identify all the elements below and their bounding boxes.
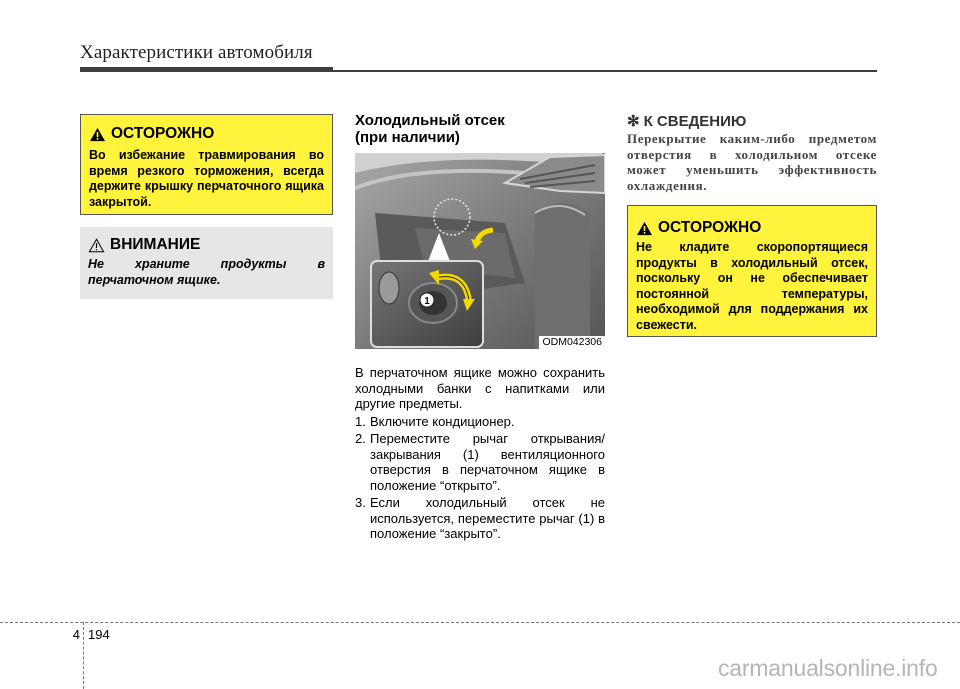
caution-title [89, 125, 324, 143]
warning-triangle-outline-icon [88, 238, 105, 253]
info-title-text: К СВЕДЕНИЮ [643, 112, 747, 130]
caution-box-glovebox [80, 114, 333, 215]
section-title-line2: (при наличии) [355, 129, 460, 146]
step-text: Если холодильный отсек не используется, переместите рычаг (1) в положение “закрыто”. [370, 495, 605, 541]
callout-number-1: 1 [424, 296, 430, 307]
info-text: Перекрытие каким-либо предметом отверстия в холодильном отсеке может уменьшить эффективность охлаждения. [627, 131, 877, 193]
glovebox-cooling-figure [355, 153, 605, 349]
page-header-title: Характеристики автомобиля [80, 42, 313, 63]
caution-box-cooling [627, 205, 877, 337]
header-rule-thin [333, 70, 877, 72]
info-title [627, 112, 746, 130]
warning-triangle-filled-icon [89, 127, 106, 142]
warning-triangle-filled-icon [636, 221, 653, 236]
caution-text: Во избежание травмирования во время резкого торможения, всегда держите крышку перчаточного ящика закрытой. [89, 148, 324, 209]
step-number: 3. [355, 495, 366, 510]
step-1 [355, 414, 605, 430]
caution-title-text: ОСТОРОЖНО [111, 125, 215, 142]
figure-label: ODM042306 [539, 336, 605, 349]
step-3 [355, 495, 605, 542]
footer-divider-vertical [83, 622, 84, 689]
step-text: Включите кондиционер. [370, 413, 515, 429]
step-2 [355, 431, 605, 493]
glovebox-illustration [355, 153, 605, 349]
watermark-text: carmanualsonline.info [718, 655, 938, 681]
footer-divider-horizontal [0, 622, 960, 623]
header-rule-thick [80, 67, 333, 72]
caution-title [636, 219, 868, 237]
notice-title [88, 236, 325, 254]
notice-text: Не храните продукты в перчаточном ящике. [88, 257, 325, 287]
step-text: Переместите рычаг открывания/закрывания (1) вентиляционного отверстия в перчаточном ящике в положение “открыто”. [370, 431, 605, 493]
info-asterisk-icon: ✻ [627, 113, 640, 130]
page-number: 194 [88, 627, 110, 642]
section-title-line1: Холодильный отсек [355, 112, 505, 129]
step-number: 2. [355, 431, 366, 446]
step-number: 1. [355, 413, 366, 429]
intro-paragraph: В перчаточном ящике можно сохранить холодными банки с напитками или другие предметы. [355, 365, 605, 411]
caution-title-text: ОСТОРОЖНО [658, 219, 762, 236]
notice-box-food [80, 227, 333, 299]
notice-title-text: ВНИМАНИЕ [110, 236, 201, 253]
instructions-text [355, 365, 605, 544]
caution-text: Не кладите скоропортящиеся продукты в холодильный отсек, поскольку он не обеспечивает постоянной температуры, необходимой для поддержания их свежести. [636, 240, 868, 332]
chapter-number: 4 [72, 627, 80, 642]
section-title [355, 112, 605, 146]
